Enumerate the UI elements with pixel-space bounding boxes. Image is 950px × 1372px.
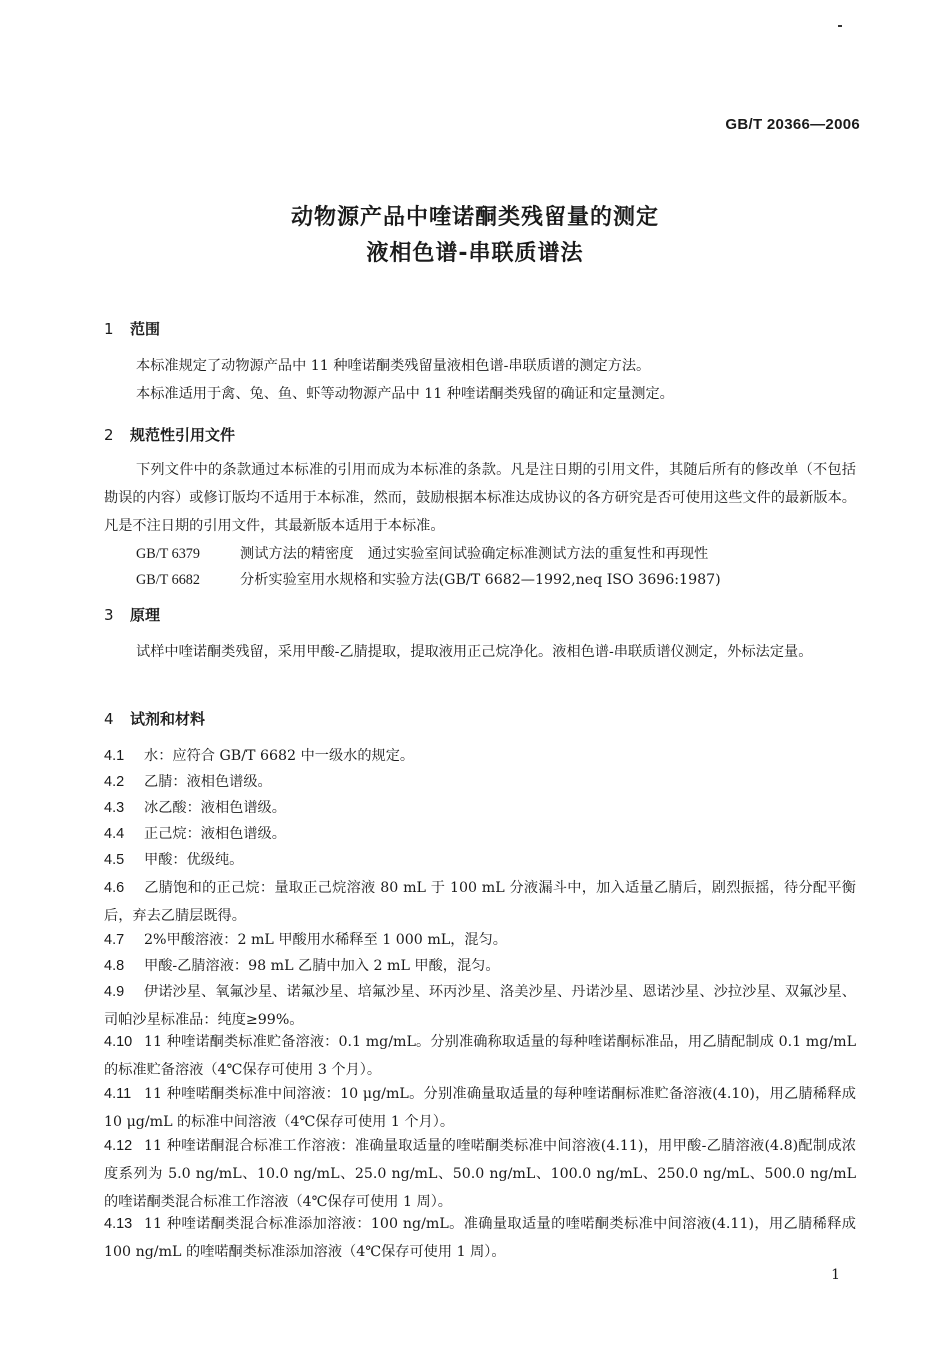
item-number: 4.6 — [104, 880, 125, 896]
list-item — [104, 742, 856, 770]
section-1-paragraph-2: 本标准适用于禽、兔、鱼、虾等动物源产品中 11 种喹诺酮类残留的确证和定量测定。 — [136, 386, 674, 402]
item-number: 4.1 — [104, 748, 125, 764]
list-item — [104, 952, 856, 980]
scan-mark — [838, 25, 842, 27]
section-1-heading — [104, 318, 160, 339]
page-number: 1 — [831, 1267, 840, 1283]
item-number: 4.3 — [104, 800, 125, 816]
section-1-paragraph-1: 本标准规定了动物源产品中 11 种喹诺酮类残留量液相色谱-串联质谱的测定方法。 — [136, 358, 651, 374]
list-item — [104, 820, 856, 848]
section-title: 原理 — [130, 606, 161, 624]
item-number: 4.5 — [104, 852, 125, 868]
list-item — [104, 1132, 856, 1216]
item-text: 甲酸：优级纯。 — [144, 852, 244, 868]
list-item — [104, 794, 856, 822]
section-title: 范围 — [130, 320, 161, 338]
section-3-paragraph: 试样中喹诺酮类残留，采用甲酸-乙腈提取，提取液用正己烷净化。液相色谱-串联质谱仪测定，外标法定量。 — [136, 644, 813, 660]
item-text: 11 种喹诺酮类混合标准添加溶液：100 ng/mL。准确量取适量的喹喏酮类标准中间溶液(4.11)，用乙腈稀释成 100 ng/mL 的喹喏酮类标准添加溶液（4℃保存可使用 1 周）。 — [104, 1216, 856, 1260]
list-item — [104, 874, 856, 930]
item-number: 4.2 — [104, 774, 125, 790]
item-number: 4.9 — [104, 984, 125, 1000]
section-2-heading — [104, 424, 235, 445]
item-text: 甲酸-乙腈溶液：98 mL 乙腈中加入 2 mL 甲酸，混匀。 — [144, 958, 500, 974]
item-text: 正己烷：液相色谱级。 — [144, 826, 286, 842]
item-text: 2%甲酸溶液：2 mL 甲酸用水稀释至 1 000 mL，混匀。 — [144, 932, 507, 948]
reference-item — [136, 566, 721, 594]
item-number: 4.11 — [104, 1086, 132, 1102]
document-title-line-2: 液相色谱-串联质谱法 — [366, 241, 584, 266]
list-item — [104, 1210, 856, 1266]
item-number: 4.4 — [104, 826, 125, 842]
list-item — [104, 978, 856, 1034]
item-text: 乙腈：液相色谱级。 — [144, 774, 272, 790]
item-text: 水：应符合 GB/T 6682 中一级水的规定。 — [144, 748, 415, 764]
item-number: 4.10 — [104, 1034, 133, 1050]
item-text: 11 种喹诺酮混合标准工作溶液：准确量取适量的喹喏酮类标准中间溶液(4.11)，用甲酸-乙腈溶液(4.8)配制成浓度系列为 5.0 ng/mL、10.0 ng/mL、25.0 ng/mL、50.0 ng/mL、100.0 ng/mL、250.0 ng/mL、500.0 ng/mL 的喹诺酮类混合标准工作溶液（4℃保存可使用 1 周）。 — [104, 1138, 856, 1210]
list-item — [104, 926, 856, 954]
section-title: 规范性引用文件 — [130, 426, 236, 444]
list-item — [104, 1028, 856, 1084]
item-text: 11 种喹诺酮类标准贮备溶液：0.1 mg/mL。分别准确称取适量的每种喹诺酮标准品，用乙腈配制成 0.1 mg/mL 的标准贮备溶液（4℃保存可使用 3 个月）。 — [104, 1034, 856, 1078]
item-number: 4.7 — [104, 932, 125, 948]
section-number: 2 — [104, 426, 114, 444]
standard-code: GB/T 20366—2006 — [725, 116, 860, 133]
section-title: 试剂和材料 — [130, 710, 206, 728]
item-text: 乙腈饱和的正己烷：量取正己烷溶液 80 mL 于 100 mL 分液漏斗中，加入适量乙腈后，剧烈振摇，待分配平衡后，弃去乙腈层既得。 — [104, 880, 856, 924]
list-item — [104, 768, 856, 796]
list-item — [104, 1080, 856, 1136]
reference-title: 测试方法的精密度 通过实验室间试验确定标准测试方法的重复性和再现性 — [240, 546, 709, 562]
section-number: 4 — [104, 710, 114, 728]
list-item — [104, 846, 856, 874]
item-number: 4.13 — [104, 1216, 133, 1232]
section-number: 1 — [104, 320, 114, 338]
item-text: 伊诺沙星、氧氟沙星、诺氟沙星、培氟沙星、环丙沙星、洛美沙星、丹诺沙星、恩诺沙星、沙拉沙星、双氟沙星、司帕沙星标准品：纯度≥99%。 — [104, 984, 856, 1028]
section-3-heading — [104, 604, 160, 625]
reference-code: GB/T 6682 — [136, 572, 200, 588]
item-number: 4.8 — [104, 958, 125, 974]
reference-code: GB/T 6379 — [136, 546, 200, 562]
section-number: 3 — [104, 606, 114, 624]
reference-item — [136, 540, 708, 568]
item-number: 4.12 — [104, 1138, 133, 1154]
section-2-paragraph: 下列文件中的条款通过本标准的引用而成为本标准的条款。凡是注日期的引用文件，其随后所有的修改单（不包括勘误的内容）或修订版均不适用于本标准，然而，鼓励根据本标准达成协议的各方研究是否可使用这些文件的最新版本。凡是不注日期的引用文件，其最新版本适用于本标准。 — [104, 462, 856, 534]
section-4-heading — [104, 708, 205, 729]
document-title-line-1: 动物源产品中喹诺酮类残留量的测定 — [290, 205, 659, 230]
reference-title: 分析实验室用水规格和实验方法(GB/T 6682—1992,neq ISO 3696:1987) — [240, 572, 721, 588]
item-text: 11 种喹喏酮类标准中间溶液：10 μg/mL。分别准确量取适量的每种喹诺酮标准贮备溶液(4.10)，用乙腈稀释成 10 μg/mL 的标准中间溶液（4℃保存可使用 1 个月）。 — [104, 1086, 856, 1130]
item-text: 冰乙酸：液相色谱级。 — [144, 800, 286, 816]
